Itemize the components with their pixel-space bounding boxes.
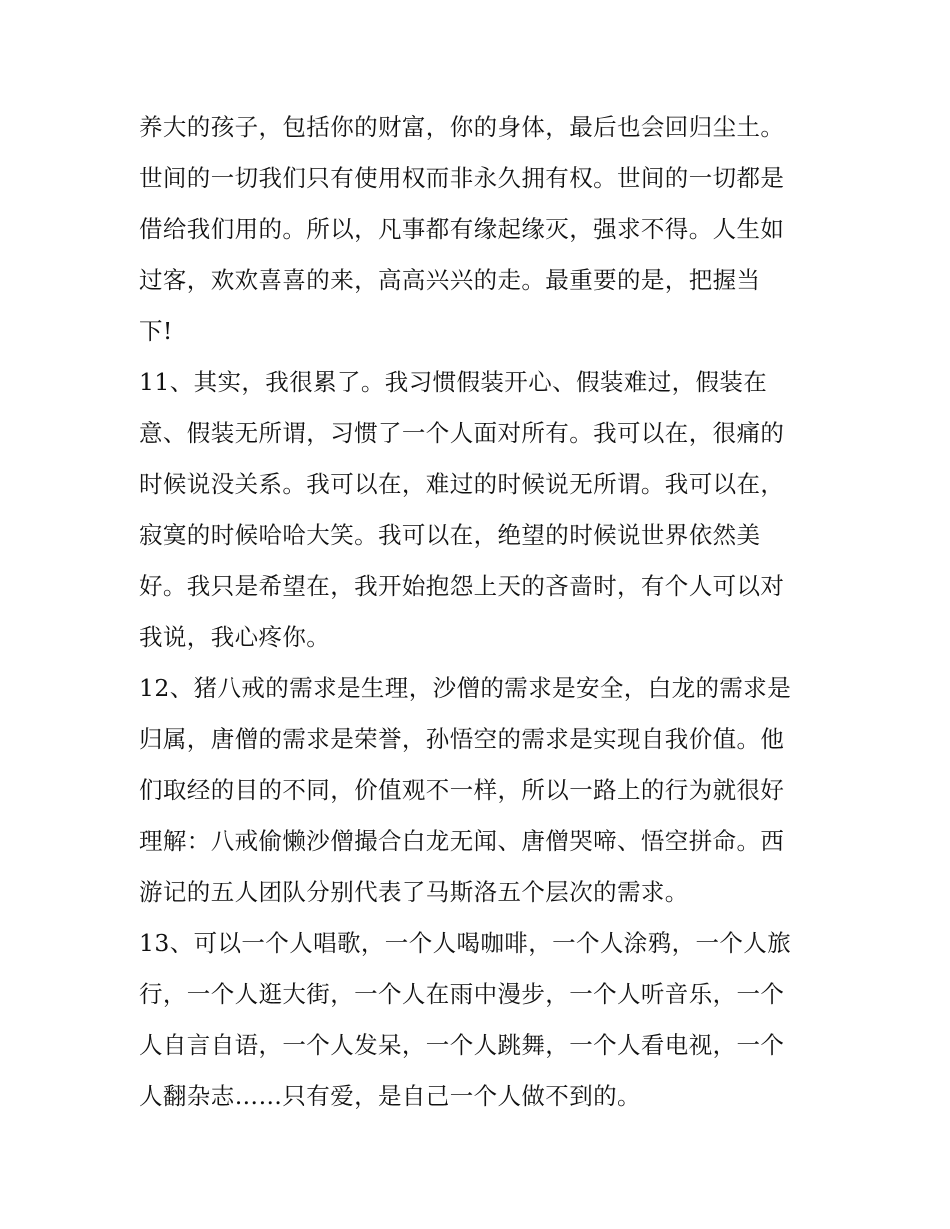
text-line: 养大的孩子，包括你的财富，你的身体，最后也会回归尘土。: [139, 113, 785, 141]
text-line: 人翻杂志……只有爱，是自己一个人做不到的。: [139, 1082, 641, 1110]
text-line: 过客，欢欢喜喜的来，高高兴兴的走。最重要的是，把握当: [139, 266, 761, 294]
text-line: 时候说没关系。我可以在，难过的时候说无所谓。我可以在，: [139, 470, 785, 498]
text-line: 行，一个人逛大街，一个人在雨中漫步，一个人听音乐，一个: [139, 980, 785, 1008]
text-line: 我说，我心疼你。: [139, 623, 331, 651]
document-page: [139, 102, 811, 1122]
text-line: 借给我们用的。所以，凡事都有缘起缘灭，强求不得。人生如: [139, 215, 785, 243]
text-line: 游记的五人团队分别代表了马斯洛五个层次的需求。: [139, 878, 689, 906]
text-line: 人自言自语，一个人发呆，一个人跳舞，一个人看电视，一个: [139, 1031, 785, 1059]
text-line: 归属，唐僧的需求是荣誉，孙悟空的需求是实现自我价值。他: [139, 725, 785, 753]
text-line: 们取经的目的不同，价值观不一样，所以一路上的行为就很好: [139, 776, 785, 804]
text-line: 寂寞的时候哈哈大笑。我可以在，绝望的时候说世界依然美: [139, 521, 761, 549]
text-line: 下!: [139, 317, 173, 345]
text-line: 11、其实，我很累了。我习惯假装开心、假装难过，假装在: [139, 368, 768, 396]
text-line: 12、猪八戒的需求是生理，沙僧的需求是安全，白龙的需求是: [139, 674, 792, 702]
text-line: 好。我只是希望在，我开始抱怨上天的吝啬时，有个人可以对: [139, 572, 785, 600]
text-line: 世间的一切我们只有使用权而非永久拥有权。世间的一切都是: [139, 164, 785, 192]
text-line: 理解：八戒偷懒沙僧撮合白龙无闻、唐僧哭啼、悟空拼命。西: [139, 827, 785, 855]
text-line: 意、假装无所谓，习惯了一个人面对所有。我可以在，很痛的: [139, 419, 785, 447]
text-line: 13、可以一个人唱歌，一个人喝咖啡，一个人涂鸦，一个人旅: [139, 929, 792, 957]
